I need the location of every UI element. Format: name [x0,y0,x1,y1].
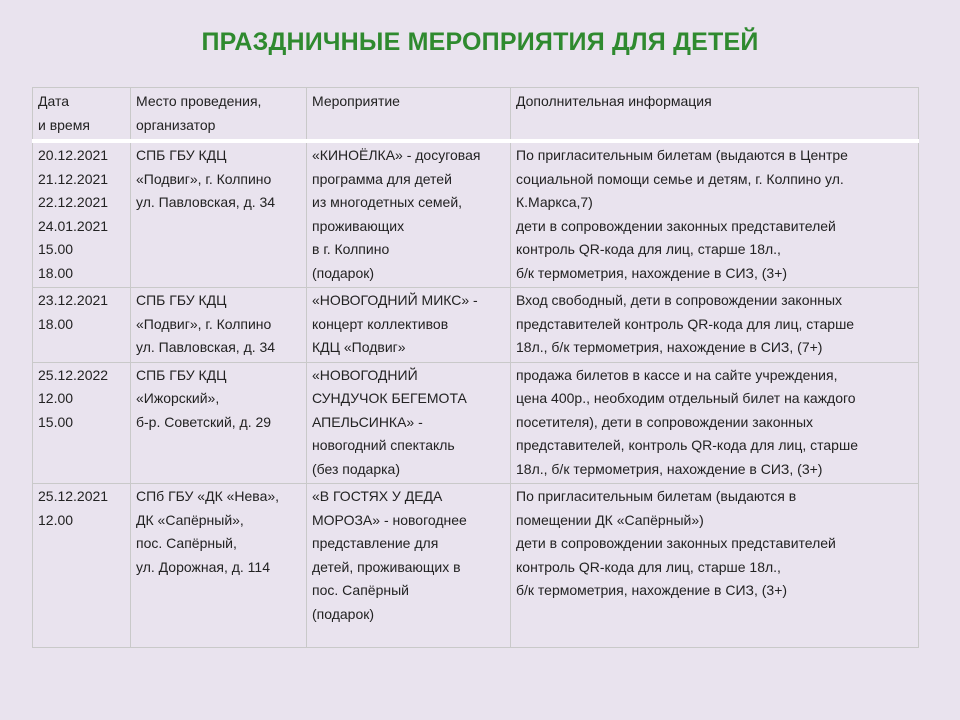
cell-event: «НОВОГОДНИЙ СУНДУЧОК БЕГЕМОТА АПЕЛЬСИНКА» - новогодний спектакль (без подарка) [307,362,511,484]
events-table [32,87,919,648]
table-row [33,362,919,484]
cell-venue: СПБ ГБУ КДЦ «Подвиг», г. Колпино ул. Павловская, д. 34 [131,288,307,363]
cell-event: «НОВОГОДНИЙ МИКС» - концерт коллективов КДЦ «Подвиг» [307,288,511,363]
cell-info: По пригласительным билетам (выдаются в Центре социальной помощи семье и детям, г. Колпино ул. К.Маркса,7) дети в сопровождении законных представителей контроль QR-кода для лиц, старше 18л., б/к термометрия, нахождение в СИЗ, (3+) [511,141,919,288]
header-additional-info: Дополнительная информация [511,88,919,142]
page-title: ПРАЗДНИЧНЫЕ МЕРОПРИЯТИЯ ДЛЯ ДЕТЕЙ [201,28,759,56]
cell-info: продажа билетов в кассе и на сайте учреждения, цена 400р., необходим отдельный билет на каждого посетителя), дети в сопровождении законных представителей, контроль QR-кода для лиц, старше 18л., б/к термометрия, нахождение в СИЗ, (3+) [511,362,919,484]
cell-venue: СПб ГБУ «ДК «Нева», ДК «Сапёрный», пос. Сапёрный, ул. Дорожная, д. 114 [131,484,307,648]
cell-date-time: 25.12.2021 12.00 [33,484,131,648]
cell-info: По пригласительным билетам (выдаются в помещении ДК «Сапёрный») дети в сопровождении законных представителей контроль QR-кода для лиц, старше 18л., б/к термометрия, нахождение в СИЗ, (3+) [511,484,919,648]
header-venue-organizer: Место проведения, организатор [131,88,307,142]
cell-info: Вход свободный, дети в сопровождении законных представителей контроль QR-кода для лиц, старше 18л., б/к термометрия, нахождение в СИЗ, (7+) [511,288,919,363]
cell-venue: СПБ ГБУ КДЦ «Ижорский», б-р. Советский, д. 29 [131,362,307,484]
cell-date-time: 23.12.2021 18.00 [33,288,131,363]
header-event: Мероприятие [307,88,511,142]
cell-venue: СПБ ГБУ КДЦ «Подвиг», г. Колпино ул. Павловская, д. 34 [131,141,307,288]
cell-date-time: 25.12.2022 12.00 15.00 [33,362,131,484]
cell-event: «В ГОСТЯХ У ДЕДА МОРОЗА» - новогоднее представление для детей, проживающих в пос. Сапёрный (подарок) [307,484,511,648]
table-row [33,288,919,363]
table-row [33,141,919,288]
header-date-time: Дата и время [33,88,131,142]
table-row [33,484,919,648]
cell-date-time: 20.12.2021 21.12.2021 22.12.2021 24.01.2021 15.00 18.00 [33,141,131,288]
table-header-row [33,88,919,142]
cell-event: «КИНОЁЛКА» - досуговая программа для детей из многодетных семей, проживающих в г. Колпино (подарок) [307,141,511,288]
